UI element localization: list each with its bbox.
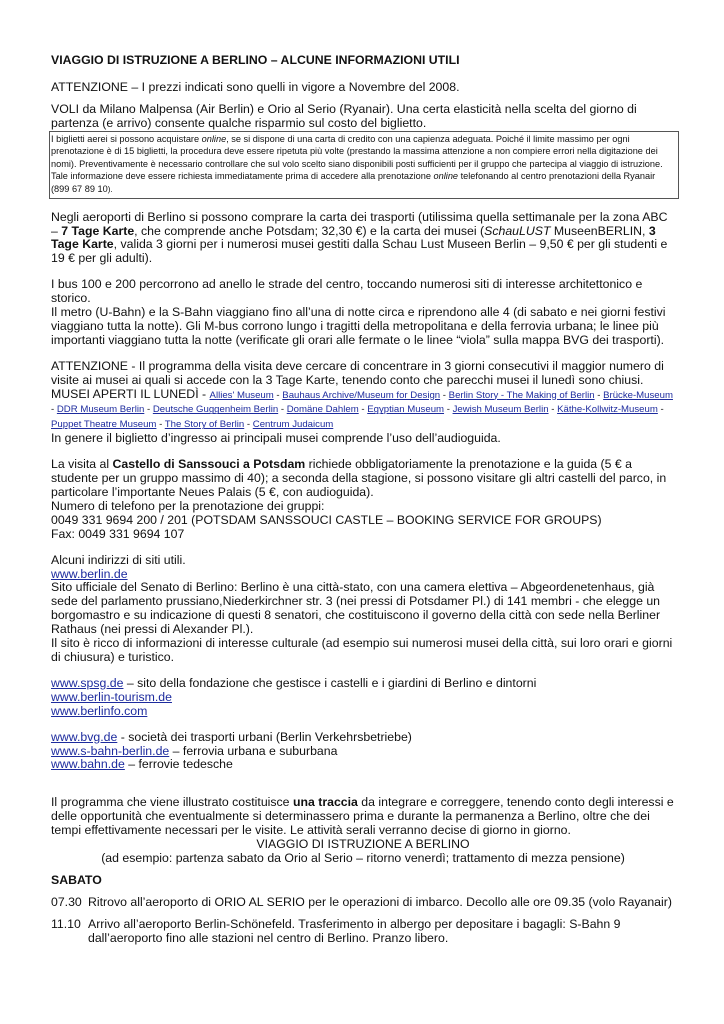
prices-notice: ATTENZIONE – I prezzi indicati sono quelli in vigore a Novembre del 2008. — [51, 79, 460, 94]
link-bahn[interactable]: www.bahn.de — [51, 757, 125, 772]
schedule-text: Arrivo all’aeroporto Berlin-Schönefeld. Trasferimento in albergo per depositare i bagagli: S-Bahn 9 dall’aeroporto fino alle stazioni nel centro di Berlino. Pranzo libero. — [88, 916, 621, 945]
booking-note-box: I biglietti aerei si possono acquistare online, se si dispone di una carta di credito con una capienza adeguata. Poiché il limite massimo per ogni prenotazione è di 15 biglietti, la procedura deve essere ripetuta più volte (prestando la massima attenzione a non compiere errori nella digitazione dei nomi). Preventivamente è necessario controllare che sul volo scelto siano disponibili posti sufficienti per il gruppo che partecipa al viaggio di istruzione. Tale informazione deve essere richiesta immediatamente prima di accedere alla prenotazione online telefonando al centro prenotazioni della Ryanair (899 67 89 10). — [49, 131, 679, 199]
bus-paragraph: I bus 100 e 200 percorrono ad anello le strade del centro, toccando numerosi siti di interesse architettonico e storico. — [51, 277, 643, 306]
museum-link[interactable]: Egyptian Museum — [367, 404, 445, 416]
document-page — [51, 54, 675, 945]
schedule-time: 11.10 — [51, 916, 81, 931]
link-spsg[interactable]: www.spsg.de — [51, 675, 124, 690]
museum-link[interactable]: Bauhaus Archive/Museum for Design — [282, 389, 441, 401]
phone-number: 0049 331 9694 200 / 201 (POTSDAM SANSSOUCI CASTLE – BOOKING SERVICE FOR GROUPS) — [51, 512, 602, 527]
link-berlinfo[interactable]: www.berlinfo.com — [51, 703, 148, 718]
sanssouci-paragraph: La visita al Castello di Sanssouci a Potsdam richiede obbligatoriamente la prenotazione e la guida (5 € a studente per un gruppo massimo di 40); a seconda della stagione, si possono visitare gli altri castelli del parco, in particolare l’importante Neues Palais (5 €, con audioguida). — [51, 457, 667, 499]
phone-label: Numero di telefono per la prenotazione dei gruppi: — [51, 498, 325, 513]
museum-separator: - — [51, 404, 57, 416]
museum-separator: - — [440, 389, 449, 401]
fax-number: Fax: 0049 331 9694 107 — [51, 526, 185, 541]
museum-link[interactable]: Centrum Judaicum — [252, 419, 334, 431]
museum-link[interactable]: Domäne Dahlem — [286, 404, 359, 416]
museum-link[interactable]: DDR Museum Berlin — [56, 404, 145, 416]
transport-card-paragraph: Negli aeroporti di Berlino si possono comprare la carta dei trasporti (utilissima quella settimanale per la zona ABC – 7 Tage Karte, che comprende anche Potsdam; 32,30 €) e la carta dei musei (SchauLUST MuseenBERLIN, 3 Tage Karte, valida 3 giorni per i numerosi musei gestiti dalla Schau Lust Museen Berlin – 9,50 € per gli studenti e 19 € per gli adulti). — [51, 209, 668, 266]
schedule-time: 07.30 — [51, 894, 82, 909]
bahn-line: www.bahn.de – ferrovie tedesche — [51, 757, 233, 772]
museum-separator: - — [144, 404, 153, 416]
museum-separator: - — [657, 404, 664, 416]
document-title: VIAGGIO DI ISTRUZIONE A BERLINO – ALCUNE INFORMAZIONI UTILI — [51, 53, 460, 67]
day-heading: SABATO — [51, 872, 102, 887]
monday-museums: MUSEI APERTI IL LUNEDÌ - Allies' Museum - Bauhaus Archive/Museum for Design - Berlin Story - The Making of Berlin - Brücke-Museum - DDR Museum Berlin - Deutsche Guggenheim Berlin - Domäne Dahlem - Egyptian Museum - Jewish Museum Berlin - Käthe-Kollwitz-Museum - Puppet Theatre Museum - The Story of Berlin - Centrum Judaicum — [51, 386, 673, 431]
link-berlin[interactable]: www.berlin.de — [51, 566, 128, 581]
program-subheading: (ad esempio: partenza sabato da Orio al Serio – ritorno venerdì; trattamento di mezza pensione) — [101, 850, 625, 865]
museum-separator: - — [594, 389, 604, 401]
museum-link[interactable]: The Story of Berlin — [164, 419, 245, 431]
museum-separator: - — [278, 404, 287, 416]
program-notice: ATTENZIONE - Il programma della visita deve cercare di concentrare in 3 giorni consecutivi il maggior numero di visite ai musei ai quali si accede con la 3 Tage Karte, tenendo conto che parecchi musei il lunedì sono chiusi. — [51, 358, 664, 387]
flights-paragraph: VOLI da Milano Malpensa (Air Berlin) e Orio al Serio (Ryanair). Una certa elasticità nella scelta del giorno di partenza (e arrivo) consente qualche risparmio sul costo del biglietto. — [51, 101, 637, 130]
spsg-line: www.spsg.de – sito della fondazione che gestisce i castelli e i giardini di Berlino e dintorni — [51, 675, 537, 690]
link-berlin-tourism[interactable]: www.berlin-tourism.de — [51, 689, 172, 704]
museum-link[interactable]: Puppet Theatre Museum — [51, 419, 157, 431]
museum-separator: - — [444, 404, 453, 416]
museum-link[interactable]: Jewish Museum Berlin — [452, 404, 549, 416]
schedule-item — [51, 918, 675, 946]
link-bvg[interactable]: www.bvg.de — [51, 729, 118, 744]
museum-separator: - — [548, 404, 558, 416]
sbahn-line: www.s-bahn-berlin.de – ferrovia urbana e suburbana — [51, 743, 338, 758]
museum-link[interactable]: Brücke-Museum — [603, 389, 673, 401]
schedule-item — [51, 896, 675, 910]
museum-link[interactable]: Allies' Museum — [209, 389, 274, 401]
museum-separator: - — [273, 389, 283, 401]
metro-paragraph: Il metro (U-Bahn) e la S-Bahn viaggiano fino all’una di notte circa e riprendono alle 4 (di sabato e nei giorni festivi viaggiano tutta la notte). Gli M-bus corrono lungo i tragitti della metropolitana e della ferrovia urbana; le linee più importanti viaggiano tutta la notte (verificate gli orari alle fermate o le linee “viola” sulla mappa BVG dei trasporti). — [51, 305, 666, 347]
museum-separator: - — [358, 404, 368, 416]
museum-separator: - — [156, 419, 165, 431]
museum-separator: - — [244, 419, 253, 431]
link-s-bahn[interactable]: www.s-bahn-berlin.de — [51, 743, 170, 758]
program-outline-paragraph: Il programma che viene illustrato costituisce una traccia da integrare e correggere, tenendo conto degli interessi e delle opportunità che eventualmente si determinassero prima e durante la permanenza a Berlino, oltre che dei tempi effettivamente necessari per le visite. Le attività serali verranno decise di giorno in giorno. — [51, 795, 674, 838]
museum-link[interactable]: Deutsche Guggenheim Berlin — [152, 404, 279, 416]
bvg-line: www.bvg.de - società dei trasporti urbani (Berlin Verkehrsbetriebe) — [51, 729, 412, 744]
berlin-description-2: Il sito è ricco di informazioni di interesse culturale (ad esempio sui numerosi musei della città, sui loro orari e giorni di chiusura) e turistico. — [51, 636, 673, 664]
museum-link[interactable]: Berlin Story - The Making of Berlin — [448, 389, 595, 401]
schedule-text: Ritrovo all’aeroporto di ORIO AL SERIO per le operazioni di imbarco. Decollo alle ore 09.35 (volo Rayanair) — [88, 894, 672, 909]
sites-intro: Alcuni indirizzi di siti utili. — [51, 552, 186, 567]
museum-link[interactable]: Käthe-Kollwitz-Museum — [557, 404, 658, 416]
audioguide-note: In genere il biglietto d’ingresso ai principali musei comprende l’uso dell’audioguida. — [51, 431, 501, 446]
berlin-description: Sito ufficiale del Senato di Berlino: Berlino è una città-stato, con una camera elettiva – Abgeordenetenhaus, già sede del parlamento prussiano,Niederkirchner str. 3 (nei pressi di Potsdamer Pl.) di 141 membri - che elegge un borgomastro e su indicazione di questi 8 senatori, che costituiscono il governo della città con sede nella Berliner Rathaus (nei pressi di Alexander Pl.). — [51, 580, 661, 637]
program-heading: VIAGGIO DI ISTRUZIONE A BERLINO — [256, 837, 470, 852]
